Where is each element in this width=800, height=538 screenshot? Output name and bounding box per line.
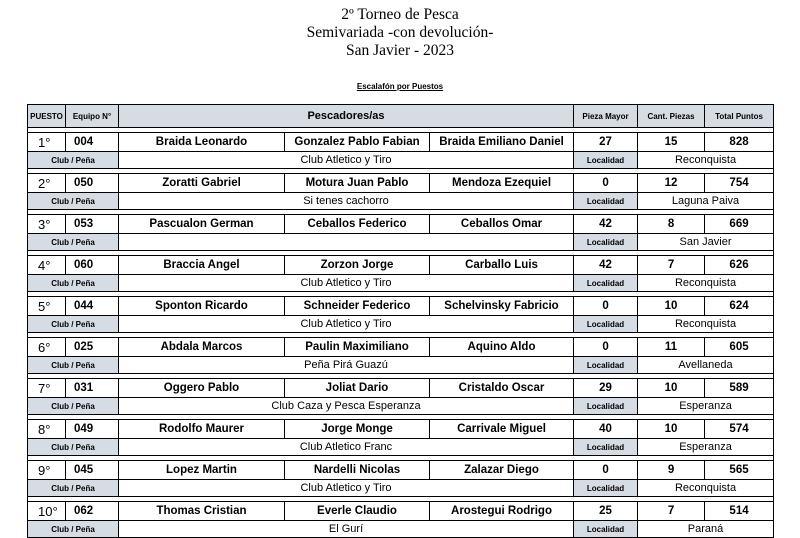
localidad-label: Localidad xyxy=(574,152,638,169)
equipo-cell: 045 xyxy=(66,461,119,480)
total-puntos-cell: 754 xyxy=(705,174,774,193)
title-line-3: San Javier - 2023 xyxy=(345,42,455,59)
table-header xyxy=(28,105,774,128)
document-title xyxy=(0,6,800,60)
pescador-3-cell: Arostegui Rodrigo xyxy=(430,502,574,521)
pescador-2-cell: Zorzon Jorge xyxy=(285,256,430,275)
pieza-mayor-cell: 42 xyxy=(574,215,638,234)
club-label: Club / Peña xyxy=(28,357,119,374)
total-puntos-cell: 626 xyxy=(705,256,774,275)
equipo-cell: 049 xyxy=(66,420,119,439)
puesto-cell: 6° xyxy=(28,338,66,357)
club-label: Club / Peña xyxy=(28,152,119,169)
club-row xyxy=(28,316,774,333)
club-row xyxy=(28,152,774,169)
total-puntos-cell: 624 xyxy=(705,297,774,316)
pescador-1-cell: Braccia Angel xyxy=(119,256,285,275)
pescador-2-cell: Everle Claudio xyxy=(285,502,430,521)
title-line-2: Semivariada -con devolución- xyxy=(306,24,494,41)
localidad-label: Localidad xyxy=(574,439,638,456)
pescador-3-cell: Ceballos Omar xyxy=(430,215,574,234)
pescador-3-cell: Mendoza Ezequiel xyxy=(430,174,574,193)
localidad-label: Localidad xyxy=(574,357,638,374)
col-pescadores: Pescadores/as xyxy=(119,105,574,128)
col-total-puntos: Total Puntos xyxy=(705,105,774,128)
pescador-3-cell: Aquino Aldo xyxy=(430,338,574,357)
club-name: Peña Pirá Guazú xyxy=(119,357,574,374)
pieza-mayor-cell: 42 xyxy=(574,256,638,275)
pescador-2-cell: Ceballos Federico xyxy=(285,215,430,234)
col-equipo: Equipo N° xyxy=(66,105,119,128)
col-cant-piezas: Cant. Piezas xyxy=(638,105,705,128)
club-row xyxy=(28,275,774,292)
club-name xyxy=(119,234,574,251)
pescador-3-cell: Carrivale Miguel xyxy=(430,420,574,439)
total-puntos-cell: 574 xyxy=(705,420,774,439)
pescador-3-cell: Braida Emiliano Daniel xyxy=(430,133,574,152)
club-name: Club Atletico y Tiro xyxy=(119,316,574,333)
ranking-table xyxy=(27,104,774,538)
pescador-2-cell: Jorge Monge xyxy=(285,420,430,439)
localidad-value: Reconquista xyxy=(638,275,774,292)
cant-piezas-cell: 8 xyxy=(638,215,705,234)
table-row xyxy=(28,379,774,398)
pescador-1-cell: Sponton Ricardo xyxy=(119,297,285,316)
pescador-2-cell: Nardelli Nicolas xyxy=(285,461,430,480)
table-row xyxy=(28,461,774,480)
cant-piezas-cell: 10 xyxy=(638,379,705,398)
club-label: Club / Peña xyxy=(28,193,119,210)
total-puntos-cell: 669 xyxy=(705,215,774,234)
table-row xyxy=(28,502,774,521)
puesto-cell: 8° xyxy=(28,420,66,439)
pescador-3-cell: Cristaldo Oscar xyxy=(430,379,574,398)
club-name: Si tenes cachorro xyxy=(119,193,574,210)
puesto-cell: 1° xyxy=(28,133,66,152)
club-label: Club / Peña xyxy=(28,521,119,538)
localidad-value: Reconquista xyxy=(638,480,774,497)
table-row xyxy=(28,338,774,357)
equipo-cell: 004 xyxy=(66,133,119,152)
equipo-cell: 031 xyxy=(66,379,119,398)
localidad-label: Localidad xyxy=(574,193,638,210)
equipo-cell: 050 xyxy=(66,174,119,193)
cant-piezas-cell: 7 xyxy=(638,502,705,521)
cant-piezas-cell: 10 xyxy=(638,420,705,439)
equipo-cell: 044 xyxy=(66,297,119,316)
club-label: Club / Peña xyxy=(28,234,119,251)
club-label: Club / Peña xyxy=(28,439,119,456)
club-row xyxy=(28,398,774,415)
club-name: Club Caza y Pesca Esperanza xyxy=(119,398,574,415)
pescador-2-cell: Schneider Federico xyxy=(285,297,430,316)
club-row xyxy=(28,480,774,497)
cant-piezas-cell: 10 xyxy=(638,297,705,316)
club-row xyxy=(28,357,774,374)
club-row xyxy=(28,521,774,538)
cant-piezas-cell: 12 xyxy=(638,174,705,193)
title-line-1: 2º Torneo de Pesca xyxy=(341,6,459,23)
localidad-label: Localidad xyxy=(574,316,638,333)
puesto-cell: 10° xyxy=(28,502,66,521)
equipo-cell: 025 xyxy=(66,338,119,357)
puesto-cell: 2° xyxy=(28,174,66,193)
pescador-2-cell: Joliat Dario xyxy=(285,379,430,398)
total-puntos-cell: 514 xyxy=(705,502,774,521)
total-puntos-cell: 605 xyxy=(705,338,774,357)
pieza-mayor-cell: 25 xyxy=(574,502,638,521)
pescador-2-cell: Paulin Maximiliano xyxy=(285,338,430,357)
club-row xyxy=(28,439,774,456)
puesto-cell: 9° xyxy=(28,461,66,480)
puesto-cell: 3° xyxy=(28,215,66,234)
localidad-value: Esperanza xyxy=(638,398,774,415)
table-row xyxy=(28,215,774,234)
equipo-cell: 060 xyxy=(66,256,119,275)
club-name: Club Atletico y Tiro xyxy=(119,152,574,169)
club-name: Club Atletico y Tiro xyxy=(119,480,574,497)
table-row xyxy=(28,174,774,193)
localidad-value: Reconquista xyxy=(638,316,774,333)
cant-piezas-cell: 9 xyxy=(638,461,705,480)
total-puntos-cell: 828 xyxy=(705,133,774,152)
pescador-2-cell: Gonzalez Pablo Fabian xyxy=(285,133,430,152)
subtitle: Escalafón por Puestos xyxy=(356,82,444,91)
pescador-3-cell: Carballo Luis xyxy=(430,256,574,275)
table-row xyxy=(28,256,774,275)
localidad-value: San Javier xyxy=(638,234,774,251)
table-row xyxy=(28,133,774,152)
pescador-1-cell: Braida Leonardo xyxy=(119,133,285,152)
pescador-3-cell: Schelvinsky Fabricio xyxy=(430,297,574,316)
club-label: Club / Peña xyxy=(28,480,119,497)
pescador-1-cell: Zoratti Gabriel xyxy=(119,174,285,193)
localidad-value: Avellaneda xyxy=(638,357,774,374)
table-row xyxy=(28,420,774,439)
total-puntos-cell: 589 xyxy=(705,379,774,398)
club-label: Club / Peña xyxy=(28,316,119,333)
pescador-2-cell: Motura Juan Pablo xyxy=(285,174,430,193)
pieza-mayor-cell: 40 xyxy=(574,420,638,439)
cant-piezas-cell: 11 xyxy=(638,338,705,357)
club-row xyxy=(28,234,774,251)
pescador-1-cell: Lopez Martin xyxy=(119,461,285,480)
puesto-cell: 7° xyxy=(28,379,66,398)
pieza-mayor-cell: 0 xyxy=(574,297,638,316)
pieza-mayor-cell: 0 xyxy=(574,338,638,357)
pieza-mayor-cell: 0 xyxy=(574,461,638,480)
localidad-value: Esperanza xyxy=(638,439,774,456)
pescador-1-cell: Abdala Marcos xyxy=(119,338,285,357)
pieza-mayor-cell: 29 xyxy=(574,379,638,398)
localidad-label: Localidad xyxy=(574,398,638,415)
localidad-value: Paraná xyxy=(638,521,774,538)
localidad-value: Laguna Paiva xyxy=(638,193,774,210)
total-puntos-cell: 565 xyxy=(705,461,774,480)
localidad-value: Reconquista xyxy=(638,152,774,169)
pieza-mayor-cell: 27 xyxy=(574,133,638,152)
club-name: El Gurí xyxy=(119,521,574,538)
club-label: Club / Peña xyxy=(28,275,119,292)
equipo-cell: 053 xyxy=(66,215,119,234)
club-label: Club / Peña xyxy=(28,398,119,415)
pescador-3-cell: Zalazar Diego xyxy=(430,461,574,480)
cant-piezas-cell: 7 xyxy=(638,256,705,275)
club-name: Club Atletico Franc xyxy=(119,439,574,456)
puesto-cell: 4° xyxy=(28,256,66,275)
localidad-label: Localidad xyxy=(574,234,638,251)
col-pieza-mayor: Pieza Mayor xyxy=(574,105,638,128)
pescador-1-cell: Rodolfo Maurer xyxy=(119,420,285,439)
col-puesto: PUESTO xyxy=(28,105,66,128)
club-row xyxy=(28,193,774,210)
equipo-cell: 062 xyxy=(66,502,119,521)
pescador-1-cell: Thomas Cristian xyxy=(119,502,285,521)
table-row xyxy=(28,297,774,316)
localidad-label: Localidad xyxy=(574,521,638,538)
puesto-cell: 5° xyxy=(28,297,66,316)
pescador-1-cell: Oggero Pablo xyxy=(119,379,285,398)
localidad-label: Localidad xyxy=(574,275,638,292)
cant-piezas-cell: 15 xyxy=(638,133,705,152)
pescador-1-cell: Pascualon German xyxy=(119,215,285,234)
pieza-mayor-cell: 0 xyxy=(574,174,638,193)
localidad-label: Localidad xyxy=(574,480,638,497)
club-name: Club Atletico y Tiro xyxy=(119,275,574,292)
